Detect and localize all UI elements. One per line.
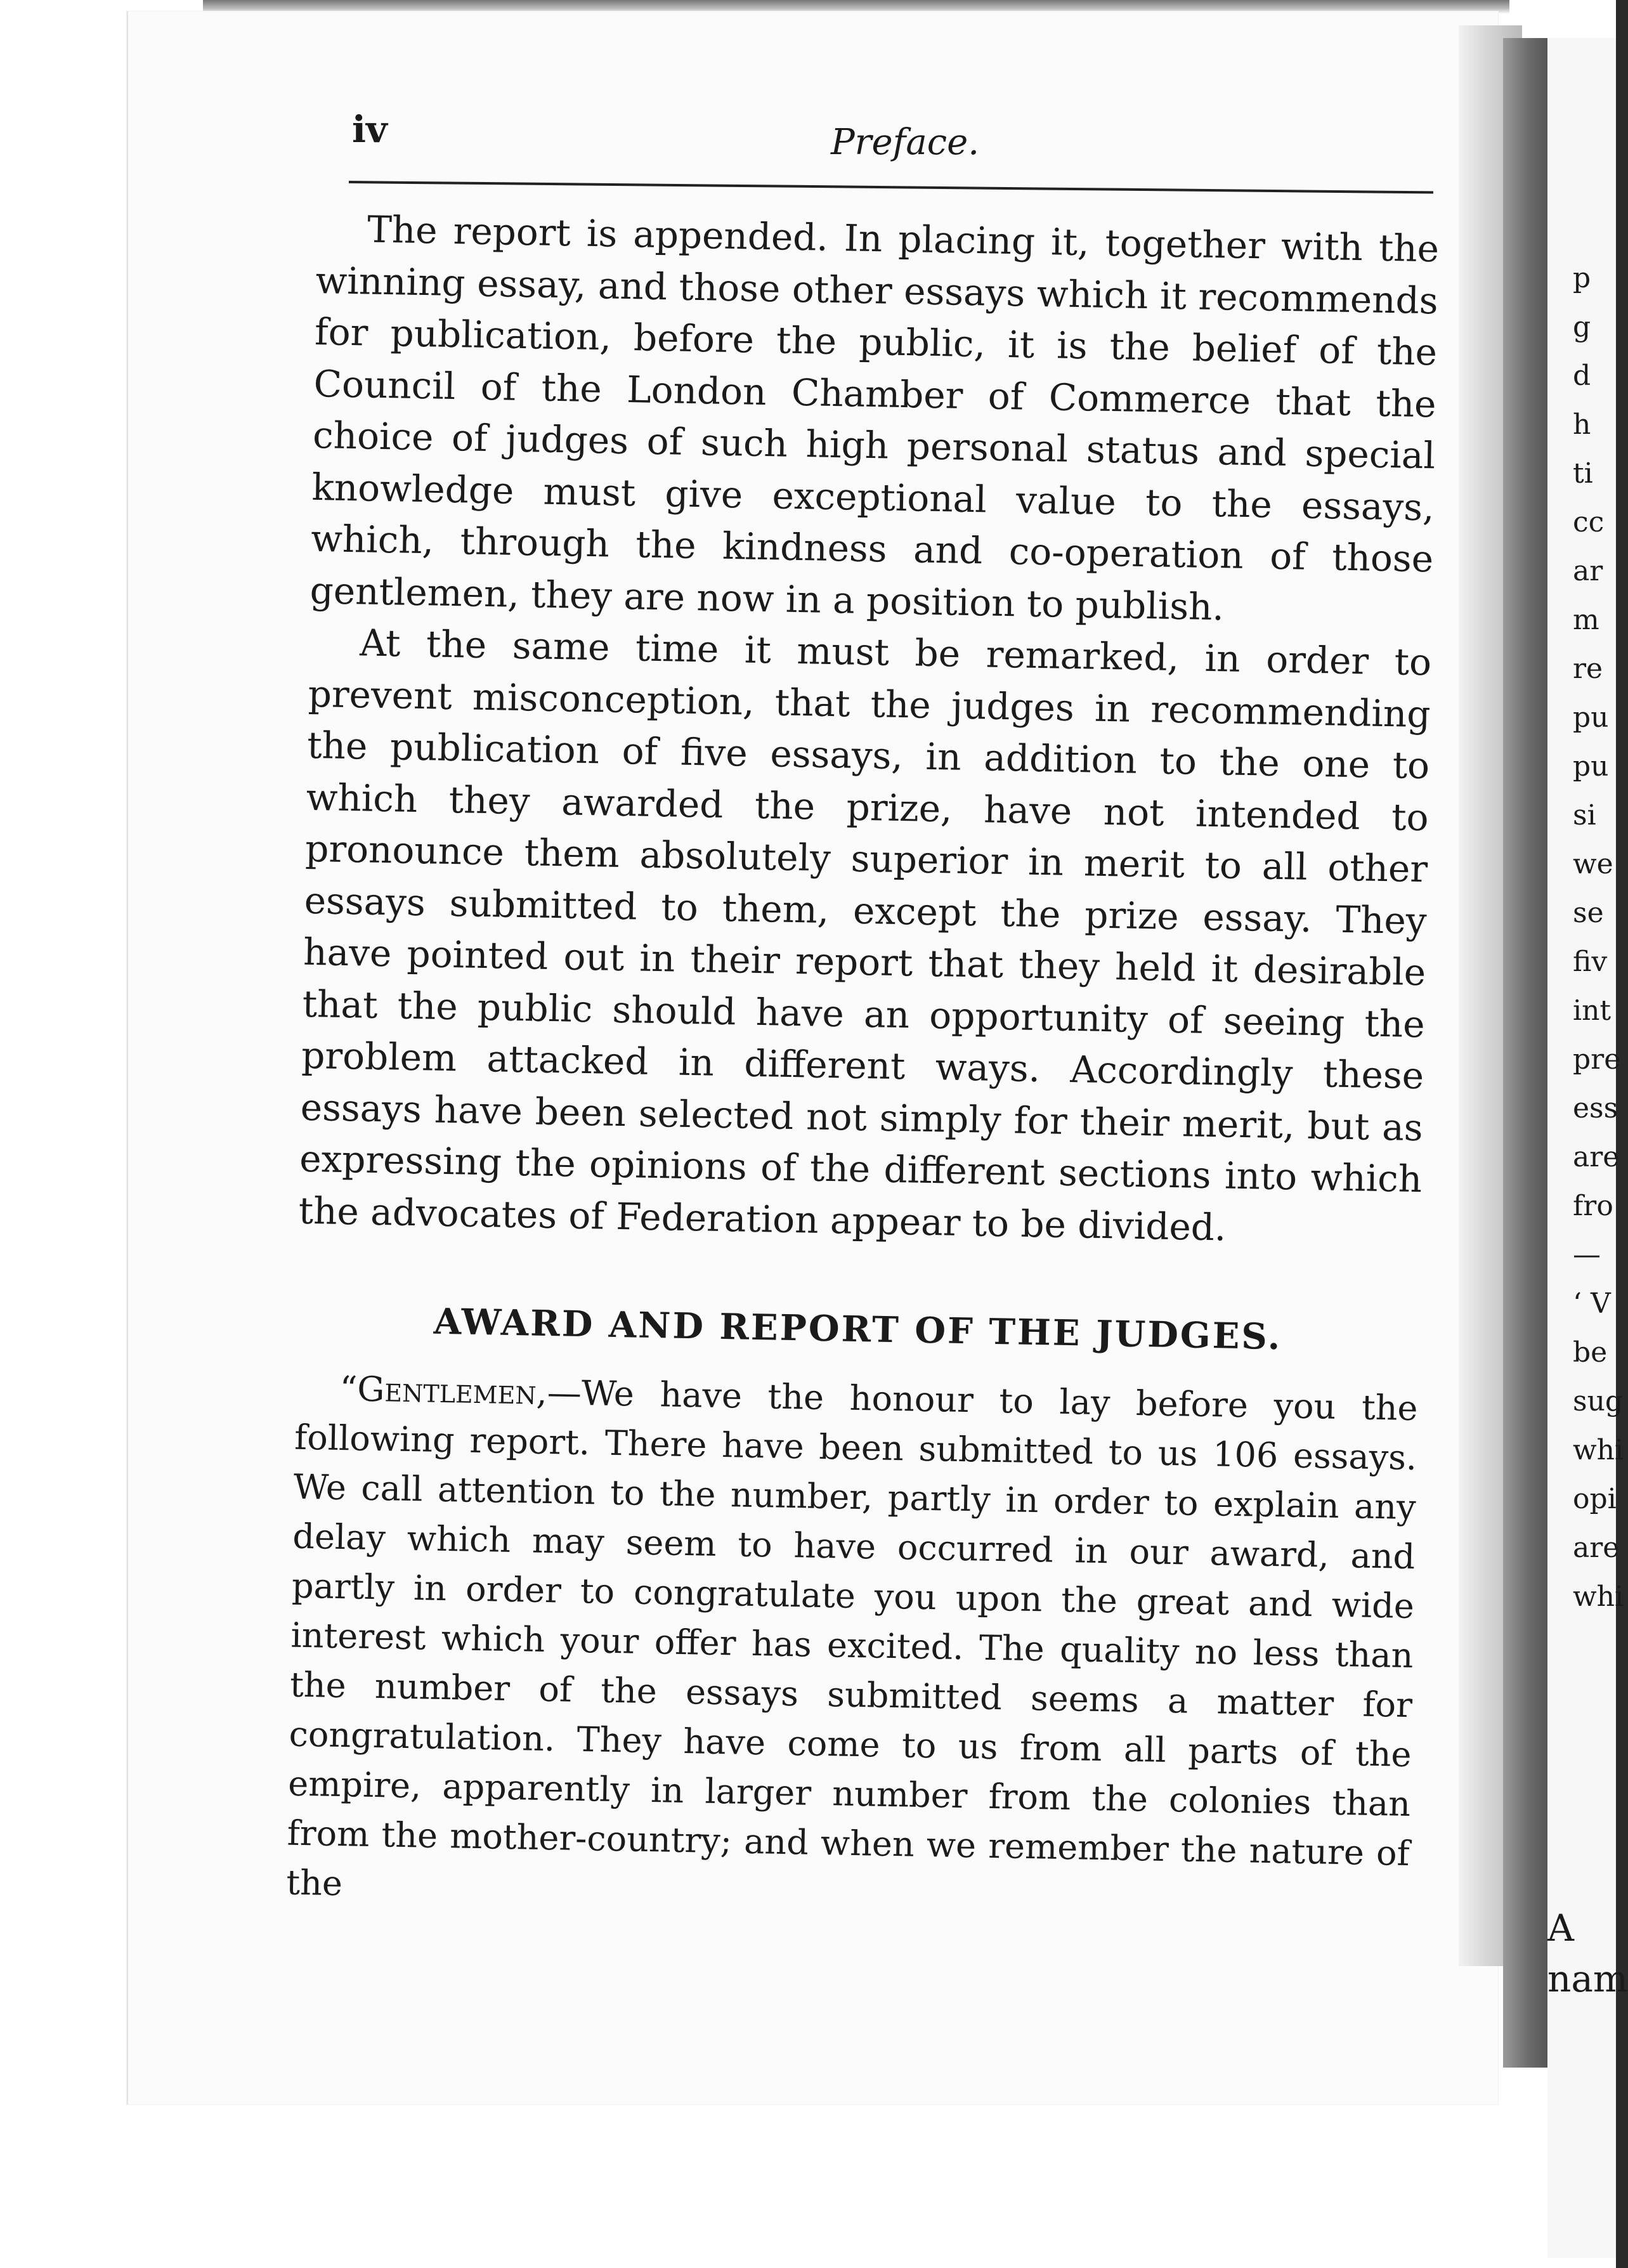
report-text: —We have the honour to lay before you the following report. There have been submitted to us 106 essays. We call attention to the number, partly in order to explain any delay which may seem to have occurred in our award, and partly in order to congratulate you upon the great and wide interest which your offer has excited. The quality no less than the number of the essays submitted seems a matter for congratulation. They have come to us from all parts of the empire, apparently in larger number from the colonies than from the mother-country; and when we remember the nature of the xyxy=(285,1372,1419,1904)
fragment: fro xyxy=(1573,1190,1613,1222)
fragment: fiv xyxy=(1573,946,1608,978)
fragment: A xyxy=(1547,1906,1574,1950)
fragment: g xyxy=(1573,311,1591,343)
section-heading: AWARD AND REPORT OF THE JUDGES. xyxy=(433,1300,1282,1359)
page-number: iv xyxy=(352,108,387,151)
page-header xyxy=(349,108,1465,197)
fragment: be xyxy=(1573,1336,1608,1369)
fragment: d xyxy=(1573,360,1591,392)
fragment: ti xyxy=(1573,457,1593,490)
paragraph: The report is appended. In placing it, together with the winning essay, and those other essays which it recommends for publication, before the public, it is the belief of the Council of the London Chamber of Commerce that the choice of judges of such high personal status and special knowledge must give exceptional value to the essays, which, through the kindness and co-operation of those gentlemen, they are now in a position to publish. xyxy=(309,207,1440,629)
fragment: whi xyxy=(1573,1580,1624,1613)
facing-page-bottom-text xyxy=(1547,1903,1628,2004)
facing-page-text xyxy=(1573,254,1624,1621)
report-paragraph xyxy=(286,1364,1418,1928)
paragraph: At the same time it must be remarked, in order to prevent misconception, that the judges in recommending the publication of five essays, in addition to the one to which they awarded the prize, have not intended to pronounce them absolutely superior in merit to all other essays submitted to them, except the prize essay. They have pointed out in their report that they held it desirable that the public should have an opportunity of seeing the problem attacked in different ways. Accordingly these essays have been selected not simply for their merit, but as expressing the opinions of the different sections into which the advocates of Federation appear to be divided. xyxy=(298,621,1432,1249)
fragment: m xyxy=(1573,604,1599,636)
fragment: cc xyxy=(1573,506,1605,538)
page-body xyxy=(286,203,1440,1928)
fragment: se xyxy=(1573,897,1604,929)
fragment: ‘ V xyxy=(1573,1287,1611,1320)
fragment: nam xyxy=(1547,1957,1628,2000)
header-rule xyxy=(349,181,1433,193)
fragment: ess xyxy=(1573,1092,1618,1124)
fragment: are xyxy=(1573,1532,1620,1564)
fragment: int xyxy=(1573,994,1612,1027)
fragment: whi xyxy=(1573,1434,1624,1466)
running-title: Preface. xyxy=(831,122,980,163)
fragment: h xyxy=(1573,408,1591,441)
fragment: pu xyxy=(1573,701,1609,734)
report-salutation: “Gentlemen, xyxy=(339,1368,548,1412)
fragment: are xyxy=(1573,1141,1620,1173)
fragment: ar xyxy=(1573,555,1603,587)
fragment: sug xyxy=(1573,1385,1624,1418)
fragment: p xyxy=(1573,262,1591,294)
fragment: re xyxy=(1573,653,1603,685)
fragment: pu xyxy=(1573,750,1609,783)
fragment: we xyxy=(1573,848,1613,880)
fragment: — xyxy=(1573,1239,1601,1271)
fragment: opi xyxy=(1573,1483,1617,1515)
fragment: si xyxy=(1573,799,1596,831)
fragment: pre xyxy=(1573,1043,1621,1076)
